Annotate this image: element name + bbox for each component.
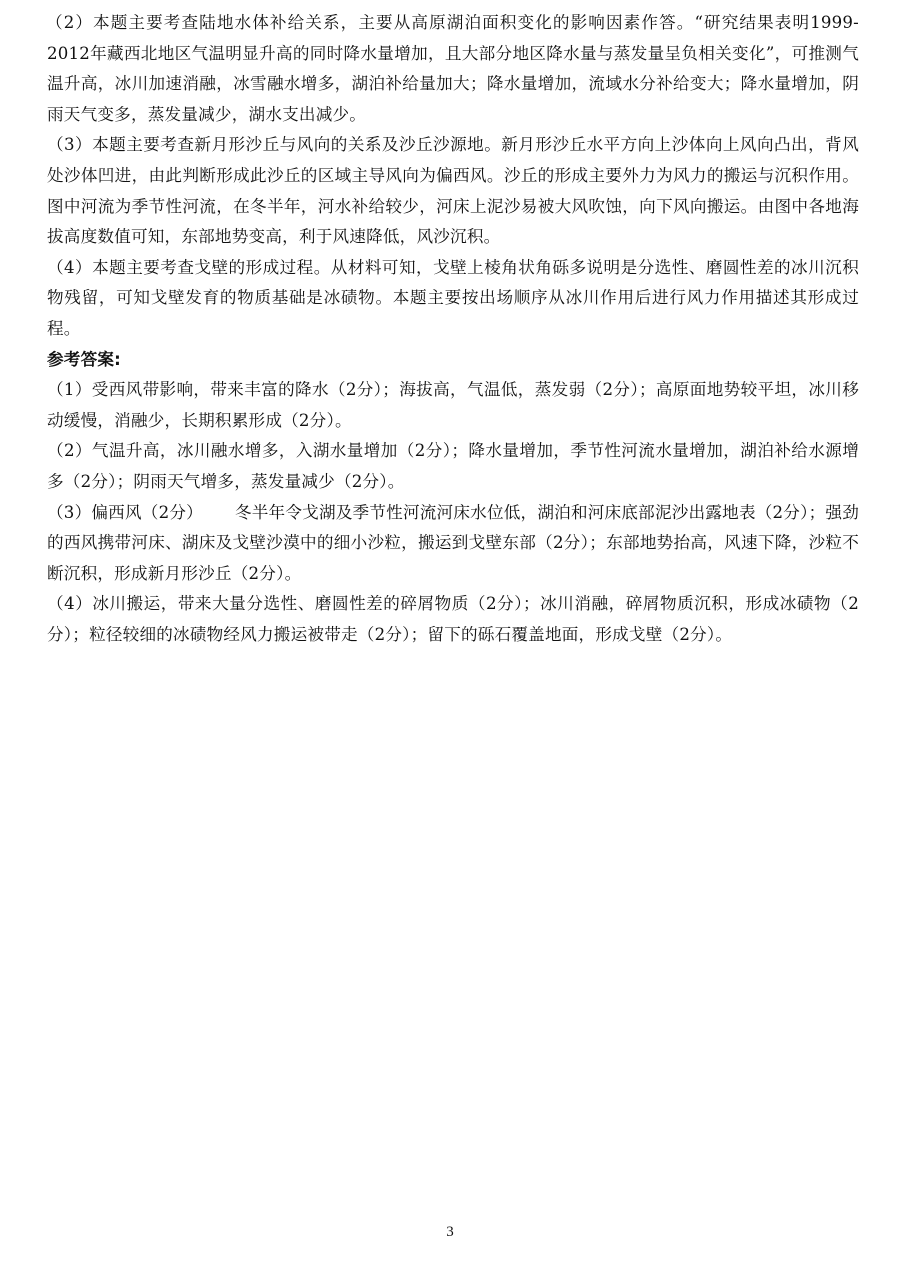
analysis-paragraph-3: （3）本题主要考查新月形沙丘与风向的关系及沙丘沙源地。新月形沙丘水平方向上沙体向上风向凸出，背风处沙体凹进，由此判断形成此沙丘的区域主导风向为偏西风。沙丘的形成主要外力为风力的搬运与沉积作用。图中河流为季节性河流，在冬半年，河水补给较少，河床上泥沙易被大风吹蚀，向下风向搬运。由图中各地海拔高度数值可知，东部地势变高，利于风速降低，风沙沉积。 xyxy=(47,135,859,247)
answer-heading: 参考答案: xyxy=(47,349,122,369)
analysis-paragraph-4: （4）本题主要考查戈壁的形成过程。从材料可知，戈壁上棱角状角砾多说明是分选性、磨圆性差的冰川沉积物残留，可知戈壁发育的物质基础是冰碛物。本题主要按出场顺序从冰川作用后进行风力作用描述其形成过程。 xyxy=(47,257,859,338)
answer-2: （2）气温升高，冰川融水增多，入湖水量增加（2分）；降水量增加，季节性河流水量增加，湖泊补给水源增多（2分）；阴雨天气增多，蒸发量减少（2分）。 xyxy=(47,441,859,491)
analysis-paragraph-2: （2）本题主要考查陆地水体补给关系，主要从高原湖泊面积变化的影响因素作答。“研究结果表明1999-2012年藏西北地区气温明显升高的同时降水量增加，且大部分地区降水量与蒸发量呈负相关变化”，可推测气温升高，冰川加速消融，冰雪融水增多，湖泊补给量加大；降水量增加，流域水分补给变大；降水量增加，阴雨天气变多，蒸发量减少，湖水支出减少。 xyxy=(46,13,859,124)
document-body xyxy=(47,8,859,650)
answer-3-body: 冬半年令戈湖及季节性河流河床水位低，湖泊和河床底部泥沙出露地表（2分）；强劲的西风携带河床、湖床及戈壁沙漠中的细小沙粒，搬运到戈壁东部（2分）；东部地势抬高，风速下降，沙粒不断沉积，形成新月形沙丘（2分）。 xyxy=(47,502,859,583)
page-number: 3 xyxy=(446,1224,454,1240)
answer-3 xyxy=(47,498,859,590)
answer-1: （1）受西风带影响，带来丰富的降水（2分）；海拔高，气温低，蒸发弱（2分）；高原面地势较平坦，冰川移动缓慢，消融少，长期积累形成（2分）。 xyxy=(47,380,859,430)
answer-3-head: （3）偏西风（2分） xyxy=(47,502,203,522)
answer-4: （4）冰川搬运，带来大量分选性、磨圆性差的碎屑物质（2分）；冰川消融，碎屑物质沉积，形成冰碛物（2分）；粒径较细的冰碛物经风力搬运被带走（2分）；留下的砾石覆盖地面，形成戈壁（2分）。 xyxy=(47,594,859,644)
